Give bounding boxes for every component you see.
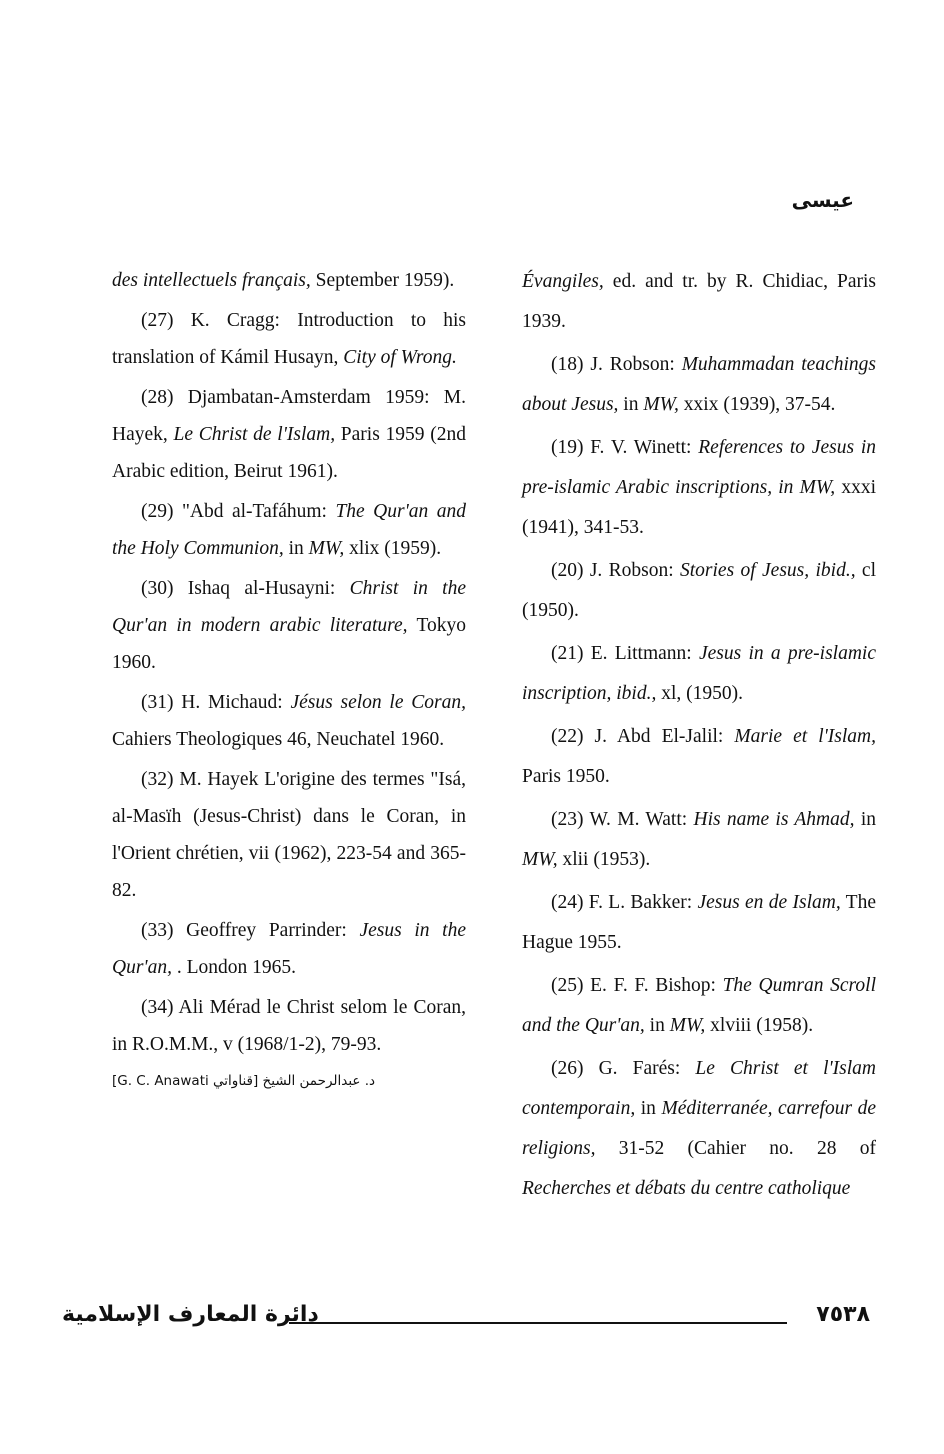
- italic-text: Jésus selon le Coran,: [290, 692, 466, 713]
- reference-25: [522, 966, 876, 1046]
- text-segment: cl (1950).: [522, 560, 876, 621]
- text-segment: (32) M. Hayek L'origine des termes "Isá, al-Masïh (Jesus-Christ) dans le Coran, in l'Orient chrétien, vii (1962), 223-54 and 365-82.: [112, 769, 466, 901]
- text-segment: xlviii (1958).: [705, 1015, 814, 1036]
- italic-text: Christ in the Qur'an in modern arabic literature,: [112, 578, 466, 636]
- italic-text: References to Jesus in pre-islamic Arabic inscriptions, in MW,: [522, 437, 876, 498]
- text-segment: (19) F. V. Winett:: [551, 437, 699, 458]
- text-segment: xlii (1953).: [557, 849, 651, 870]
- italic-text: Stories of Jesus, ibid.,: [680, 560, 856, 581]
- italic-text: MW,: [643, 394, 679, 415]
- text-segment: xlix (1959).: [344, 538, 442, 559]
- text-segment: Paris 1950.: [522, 766, 610, 787]
- italic-text: Méditerranée, carrefour de religions,: [522, 1098, 876, 1159]
- text-segment: The Hague 1955.: [522, 892, 876, 953]
- text-segment: (18) J. Robson:: [551, 354, 682, 375]
- reference-cont: [522, 262, 876, 342]
- reference-32: [112, 761, 466, 909]
- text-segment: in: [618, 394, 644, 415]
- italic-text: Évangiles,: [522, 271, 604, 292]
- italic-text: MW,: [522, 849, 558, 870]
- text-segment: September 1959).: [310, 270, 455, 291]
- reference-19: [522, 428, 876, 548]
- text-segment: ed. and tr. by R. Chidiac, Paris 1939.: [522, 271, 876, 332]
- text-segment: (26) G. Farés:: [551, 1058, 696, 1079]
- text-segment: (23) W. M. Watt:: [551, 809, 694, 830]
- text-segment: xl, (1950).: [656, 683, 743, 704]
- italic-text: Muhammadan teachings about Jesus,: [522, 354, 876, 415]
- italic-text: Marie et l'Islam,: [734, 726, 876, 747]
- left-column: [112, 262, 466, 1093]
- text-segment: (31) H. Michaud:: [141, 692, 291, 713]
- author-signature: [G. C. Anawati د. عبدالرحمن الشيخ [قناواتي: [112, 1073, 376, 1089]
- text-segment: (33) Geoffrey Parrinder:: [141, 920, 360, 941]
- italic-text: des intellectuels français,: [112, 270, 311, 291]
- encyclopedia-title: دائرة المعارف الإسلامية: [62, 1302, 319, 1327]
- text-segment: Cahiers Theologiques 46, Neuchatel 1960.: [112, 729, 445, 750]
- reference-33: [112, 912, 466, 986]
- reference-18: [522, 345, 876, 425]
- running-head: عيسى: [791, 188, 854, 212]
- text-segment: (29) "Abd al-Tafáhum:: [141, 501, 336, 522]
- text-segment: in: [635, 1098, 662, 1119]
- page-number: ٧٥٣٨: [816, 1302, 870, 1327]
- reference-31: [112, 684, 466, 758]
- reference-28: [112, 379, 466, 490]
- reference-27: [112, 302, 466, 376]
- footer-rule: [289, 1322, 787, 1324]
- text-segment: xxix (1939), 37-54.: [678, 394, 836, 415]
- italic-text: Jesus in the Qur'an,: [112, 920, 466, 978]
- reference-24: [522, 883, 876, 963]
- italic-text: The Qur'an and the Holy Communion,: [112, 501, 466, 559]
- text-segment: (27) K. Cragg: Introduction to his translation of Kámil Husayn,: [112, 310, 466, 368]
- text-segment: in: [283, 538, 309, 559]
- text-segment: (20) J. Robson:: [551, 560, 680, 581]
- italic-text: MW,: [669, 1015, 706, 1036]
- italic-text: City of Wrong.: [343, 347, 457, 368]
- text-segment: (30) Ishaq al-Husayni:: [141, 578, 350, 599]
- reference-cont: [112, 262, 466, 299]
- text-segment: in: [854, 809, 876, 830]
- italic-text: Jesus en de Islam,: [697, 892, 841, 913]
- text-segment: (25) E. F. F. Bishop:: [551, 975, 723, 996]
- text-segment: . London 1965.: [171, 957, 297, 978]
- italic-text: His name is Ahmad,: [693, 809, 855, 830]
- text-segment: 31-52 (Cahier no. 28 of: [595, 1138, 876, 1159]
- reference-29: [112, 493, 466, 567]
- italic-text: Le Christ et l'Islam contemporain,: [522, 1058, 876, 1119]
- reference-20: [522, 551, 876, 631]
- reference-22: [522, 717, 876, 797]
- right-column: [522, 262, 876, 1212]
- text-segment: (34) Ali Mérad le Christ selom le Coran, in R.O.M.M., v (1968/1-2), 79-93.: [112, 997, 466, 1055]
- text-segment: (22) J. Abd El-Jalil:: [551, 726, 735, 747]
- reference-34: [112, 989, 466, 1063]
- reference-30: [112, 570, 466, 681]
- text-segment: (28) Djambatan-Amsterdam 1959: M. Hayek,: [112, 387, 466, 445]
- text-segment: (21) E. Littmann:: [551, 643, 699, 664]
- page-footer: [62, 1302, 870, 1342]
- text-segment: xxxi (1941), 341-53.: [522, 477, 876, 538]
- italic-text: Recherches et débats du centre catholique: [522, 1178, 851, 1199]
- italic-text: Jesus in a pre-islamic inscription, ibid.,: [522, 643, 876, 704]
- text-segment: in: [644, 1015, 670, 1036]
- reference-23: [522, 800, 876, 880]
- italic-text: The Qumran Scroll and the Qur'an,: [522, 975, 877, 1036]
- reference-26: [522, 1049, 876, 1209]
- italic-text: Le Christ de l'Islam,: [173, 424, 336, 445]
- italic-text: MW,: [308, 538, 345, 559]
- text-segment: (24) F. L. Bakker:: [551, 892, 698, 913]
- text-segment: Paris 1959 (2nd Arabic edition, Beirut 1961).: [112, 424, 466, 482]
- reference-21: [522, 634, 876, 714]
- text-segment: Tokyo 1960.: [112, 615, 466, 673]
